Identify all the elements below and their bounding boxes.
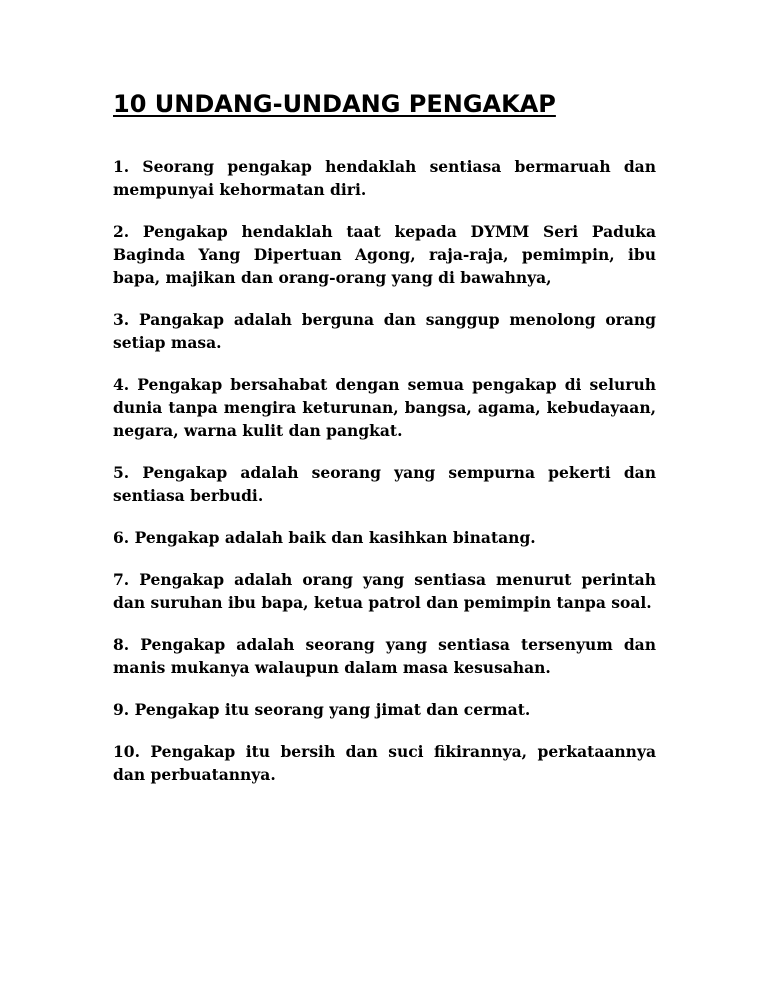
rule-6: 6. Pengakap adalah baik dan kasihkan binatang. [113, 528, 536, 547]
rule-4: 4. Pengakap bersahabat dengan semua pengakap di seluruh dunia tanpa mengira keturunan, bangsa, agama, kebudayaan, negara, warna kulit dan pangkat. [113, 375, 656, 440]
rules-list [113, 155, 656, 805]
rule-9: 9. Pengakap itu seorang yang jimat dan cermat. [113, 700, 531, 719]
rule-10: 10. Pengakap itu bersih dan suci fikirannya, perkataannya dan perbuatannya. [113, 742, 656, 784]
rule-5: 5. Pengakap adalah seorang yang sempurna pekerti dan sentiasa berbudi. [113, 463, 656, 505]
rule-1: 1. Seorang pengakap hendaklah sentiasa bermaruah dan mempunyai kehormatan diri. [113, 157, 656, 199]
rule-7: 7. Pengakap adalah orang yang sentiasa menurut perintah dan suruhan ibu bapa, ketua patrol dan pemimpin tanpa soal. [113, 570, 656, 612]
rule-2: 2. Pengakap hendaklah taat kepada DYMM Seri Paduka Baginda Yang Dipertuan Agong, raja-raja, pemimpin, ibu bapa, majikan dan orang-orang yang di bawahnya, [113, 222, 656, 287]
document-title: 10 UNDANG-UNDANG PENGAKAP [113, 90, 556, 118]
rule-8: 8. Pengakap adalah seorang yang sentiasa tersenyum dan manis mukanya walaupun dalam masa kesusahan. [113, 635, 656, 677]
rule-3: 3. Pangakap adalah berguna dan sanggup menolong orang setiap masa. [113, 310, 656, 352]
